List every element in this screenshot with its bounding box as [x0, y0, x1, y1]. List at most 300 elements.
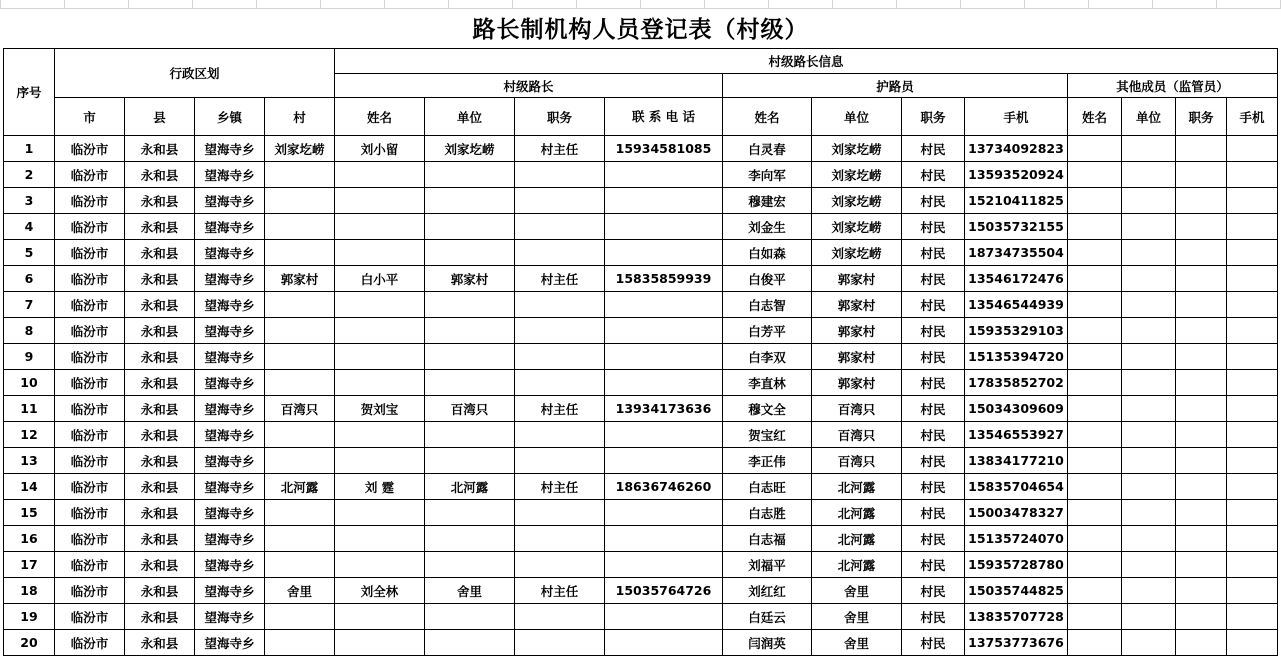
- cell-chief-phone[interactable]: [605, 188, 723, 214]
- cell-other-phone[interactable]: [1227, 448, 1278, 474]
- cell-other-phone[interactable]: [1227, 240, 1278, 266]
- cell-seq[interactable]: 2: [4, 162, 55, 188]
- cell-guard-post[interactable]: 村民: [902, 370, 965, 396]
- cell-guard-unit[interactable]: 郭家村: [812, 318, 902, 344]
- cell-chief-post[interactable]: [515, 188, 605, 214]
- cell-chief-phone[interactable]: [605, 604, 723, 630]
- cell-other-post[interactable]: [1176, 422, 1227, 448]
- cell-other-name[interactable]: [1068, 474, 1122, 500]
- cell-chief-name[interactable]: [335, 292, 425, 318]
- cell-town[interactable]: 望海寺乡: [195, 604, 265, 630]
- cell-other-name[interactable]: [1068, 604, 1122, 630]
- cell-chief-post[interactable]: [515, 240, 605, 266]
- cell-town[interactable]: 望海寺乡: [195, 500, 265, 526]
- cell-guard-name[interactable]: 白志智: [723, 292, 812, 318]
- cell-county[interactable]: 永和县: [125, 448, 195, 474]
- cell-other-name[interactable]: [1068, 370, 1122, 396]
- cell-other-post[interactable]: [1176, 370, 1227, 396]
- cell-county[interactable]: 永和县: [125, 630, 195, 656]
- cell-town[interactable]: 望海寺乡: [195, 578, 265, 604]
- cell-chief-post[interactable]: [515, 500, 605, 526]
- cell-guard-post[interactable]: 村民: [902, 500, 965, 526]
- cell-city[interactable]: 临汾市: [55, 344, 125, 370]
- col-header-other-post[interactable]: 职务: [1176, 98, 1227, 136]
- cell-other-name[interactable]: [1068, 422, 1122, 448]
- cell-guard-unit[interactable]: 舍里: [812, 630, 902, 656]
- col-header-city[interactable]: 市: [55, 98, 125, 136]
- cell-chief-unit[interactable]: [425, 370, 515, 396]
- cell-chief-name[interactable]: [335, 370, 425, 396]
- cell-other-name[interactable]: [1068, 526, 1122, 552]
- cell-chief-post[interactable]: [515, 552, 605, 578]
- cell-other-phone[interactable]: [1227, 526, 1278, 552]
- cell-guard-name[interactable]: 穆建宏: [723, 188, 812, 214]
- col-header-chief-name[interactable]: 姓名: [335, 98, 425, 136]
- cell-town[interactable]: 望海寺乡: [195, 448, 265, 474]
- cell-guard-phone[interactable]: 13734092823: [965, 136, 1068, 162]
- cell-guard-unit[interactable]: 百湾只: [812, 396, 902, 422]
- col-header-town[interactable]: 乡镇: [195, 98, 265, 136]
- cell-guard-unit[interactable]: 北河露: [812, 474, 902, 500]
- cell-village[interactable]: 郭家村: [265, 266, 335, 292]
- cell-other-phone[interactable]: [1227, 370, 1278, 396]
- cell-guard-name[interactable]: 刘红红: [723, 578, 812, 604]
- cell-guard-post[interactable]: 村民: [902, 604, 965, 630]
- cell-other-post[interactable]: [1176, 266, 1227, 292]
- cell-other-phone[interactable]: [1227, 474, 1278, 500]
- col-header-other-phone[interactable]: 手机: [1227, 98, 1278, 136]
- cell-guard-phone[interactable]: 15935329103: [965, 318, 1068, 344]
- cell-village[interactable]: 北河露: [265, 474, 335, 500]
- cell-county[interactable]: 永和县: [125, 318, 195, 344]
- cell-guard-name[interactable]: 穆文全: [723, 396, 812, 422]
- header-village-info[interactable]: 村级路长信息: [335, 49, 1278, 74]
- cell-town[interactable]: 望海寺乡: [195, 526, 265, 552]
- cell-seq[interactable]: 18: [4, 578, 55, 604]
- header-village-chief[interactable]: 村级路长: [335, 74, 723, 98]
- cell-guard-unit[interactable]: 刘家圪崂: [812, 240, 902, 266]
- cell-other-post[interactable]: [1176, 240, 1227, 266]
- cell-village[interactable]: [265, 604, 335, 630]
- cell-guard-phone[interactable]: 15003478327: [965, 500, 1068, 526]
- cell-city[interactable]: 临汾市: [55, 162, 125, 188]
- cell-chief-unit[interactable]: 北河露: [425, 474, 515, 500]
- cell-town[interactable]: 望海寺乡: [195, 344, 265, 370]
- cell-village[interactable]: [265, 188, 335, 214]
- cell-other-unit[interactable]: [1122, 578, 1176, 604]
- cell-guard-unit[interactable]: 郭家村: [812, 292, 902, 318]
- cell-guard-phone[interactable]: 17835852702: [965, 370, 1068, 396]
- cell-city[interactable]: 临汾市: [55, 318, 125, 344]
- cell-other-name[interactable]: [1068, 136, 1122, 162]
- cell-other-unit[interactable]: [1122, 396, 1176, 422]
- cell-guard-unit[interactable]: 北河露: [812, 526, 902, 552]
- cell-county[interactable]: 永和县: [125, 578, 195, 604]
- col-header-guard-unit[interactable]: 单位: [812, 98, 902, 136]
- cell-city[interactable]: 临汾市: [55, 370, 125, 396]
- cell-guard-unit[interactable]: 北河露: [812, 500, 902, 526]
- cell-chief-unit[interactable]: [425, 526, 515, 552]
- cell-town[interactable]: 望海寺乡: [195, 162, 265, 188]
- cell-other-post[interactable]: [1176, 630, 1227, 656]
- cell-chief-post[interactable]: [515, 292, 605, 318]
- cell-city[interactable]: 临汾市: [55, 552, 125, 578]
- cell-seq[interactable]: 9: [4, 344, 55, 370]
- cell-chief-unit[interactable]: [425, 630, 515, 656]
- cell-county[interactable]: 永和县: [125, 526, 195, 552]
- cell-guard-name[interactable]: 白灵春: [723, 136, 812, 162]
- cell-town[interactable]: 望海寺乡: [195, 630, 265, 656]
- cell-town[interactable]: 望海寺乡: [195, 214, 265, 240]
- cell-chief-name[interactable]: [335, 448, 425, 474]
- cell-county[interactable]: 永和县: [125, 552, 195, 578]
- cell-guard-unit[interactable]: 刘家圪崂: [812, 162, 902, 188]
- cell-city[interactable]: 临汾市: [55, 526, 125, 552]
- cell-village[interactable]: [265, 318, 335, 344]
- cell-guard-unit[interactable]: 郭家村: [812, 370, 902, 396]
- cell-seq[interactable]: 7: [4, 292, 55, 318]
- cell-guard-unit[interactable]: 百湾只: [812, 422, 902, 448]
- cell-guard-name[interactable]: 白俊平: [723, 266, 812, 292]
- cell-chief-post[interactable]: [515, 604, 605, 630]
- cell-county[interactable]: 永和县: [125, 162, 195, 188]
- cell-chief-unit[interactable]: [425, 214, 515, 240]
- cell-other-name[interactable]: [1068, 500, 1122, 526]
- cell-other-post[interactable]: [1176, 474, 1227, 500]
- cell-seq[interactable]: 17: [4, 552, 55, 578]
- cell-guard-phone[interactable]: 13835707728: [965, 604, 1068, 630]
- cell-village[interactable]: [265, 214, 335, 240]
- cell-other-post[interactable]: [1176, 578, 1227, 604]
- cell-guard-post[interactable]: 村民: [902, 630, 965, 656]
- cell-chief-name[interactable]: 刘全林: [335, 578, 425, 604]
- cell-chief-unit[interactable]: 舍里: [425, 578, 515, 604]
- cell-other-phone[interactable]: [1227, 604, 1278, 630]
- cell-town[interactable]: 望海寺乡: [195, 552, 265, 578]
- cell-other-unit[interactable]: [1122, 448, 1176, 474]
- col-header-chief-post[interactable]: 职务: [515, 98, 605, 136]
- cell-guard-phone[interactable]: 13834177210: [965, 448, 1068, 474]
- cell-guard-unit[interactable]: 舍里: [812, 578, 902, 604]
- cell-city[interactable]: 临汾市: [55, 396, 125, 422]
- cell-other-phone[interactable]: [1227, 396, 1278, 422]
- cell-guard-phone[interactable]: 18734735504: [965, 240, 1068, 266]
- cell-chief-name[interactable]: 刘小留: [335, 136, 425, 162]
- cell-chief-phone[interactable]: [605, 422, 723, 448]
- cell-guard-post[interactable]: 村民: [902, 266, 965, 292]
- cell-other-phone[interactable]: [1227, 422, 1278, 448]
- cell-chief-unit[interactable]: 刘家圪崂: [425, 136, 515, 162]
- cell-county[interactable]: 永和县: [125, 188, 195, 214]
- cell-guard-phone[interactable]: 15035732155: [965, 214, 1068, 240]
- cell-village[interactable]: [265, 526, 335, 552]
- cell-guard-name[interactable]: 白志胜: [723, 500, 812, 526]
- cell-chief-name[interactable]: 刘 霆: [335, 474, 425, 500]
- cell-chief-unit[interactable]: [425, 318, 515, 344]
- cell-seq[interactable]: 11: [4, 396, 55, 422]
- cell-seq[interactable]: 19: [4, 604, 55, 630]
- cell-guard-name[interactable]: 白芳平: [723, 318, 812, 344]
- cell-other-unit[interactable]: [1122, 630, 1176, 656]
- cell-village[interactable]: [265, 292, 335, 318]
- cell-chief-phone[interactable]: [605, 162, 723, 188]
- cell-chief-phone[interactable]: [605, 214, 723, 240]
- cell-guard-unit[interactable]: 百湾只: [812, 448, 902, 474]
- cell-chief-phone[interactable]: 15035764726: [605, 578, 723, 604]
- cell-town[interactable]: 望海寺乡: [195, 396, 265, 422]
- cell-guard-phone[interactable]: 15835704654: [965, 474, 1068, 500]
- cell-chief-phone[interactable]: 13934173636: [605, 396, 723, 422]
- cell-other-post[interactable]: [1176, 526, 1227, 552]
- cell-other-post[interactable]: [1176, 500, 1227, 526]
- cell-chief-post[interactable]: [515, 344, 605, 370]
- cell-town[interactable]: 望海寺乡: [195, 266, 265, 292]
- cell-guard-phone[interactable]: 13546172476: [965, 266, 1068, 292]
- cell-chief-post[interactable]: 村主任: [515, 474, 605, 500]
- cell-chief-name[interactable]: [335, 630, 425, 656]
- cell-chief-unit[interactable]: [425, 188, 515, 214]
- cell-guard-name[interactable]: 李直林: [723, 370, 812, 396]
- cell-village[interactable]: [265, 552, 335, 578]
- cell-chief-unit[interactable]: [425, 292, 515, 318]
- cell-town[interactable]: 望海寺乡: [195, 474, 265, 500]
- cell-guard-phone[interactable]: 15135724070: [965, 526, 1068, 552]
- cell-chief-phone[interactable]: [605, 318, 723, 344]
- cell-guard-unit[interactable]: 郭家村: [812, 344, 902, 370]
- col-header-village[interactable]: 村: [265, 98, 335, 136]
- cell-other-name[interactable]: [1068, 448, 1122, 474]
- cell-other-post[interactable]: [1176, 344, 1227, 370]
- cell-seq[interactable]: 1: [4, 136, 55, 162]
- cell-other-name[interactable]: [1068, 240, 1122, 266]
- cell-other-post[interactable]: [1176, 162, 1227, 188]
- cell-town[interactable]: 望海寺乡: [195, 292, 265, 318]
- cell-town[interactable]: 望海寺乡: [195, 188, 265, 214]
- cell-guard-post[interactable]: 村民: [902, 162, 965, 188]
- cell-other-post[interactable]: [1176, 448, 1227, 474]
- cell-chief-phone[interactable]: [605, 500, 723, 526]
- cell-county[interactable]: 永和县: [125, 370, 195, 396]
- cell-city[interactable]: 临汾市: [55, 604, 125, 630]
- cell-other-unit[interactable]: [1122, 552, 1176, 578]
- cell-guard-name[interactable]: 贺宝红: [723, 422, 812, 448]
- header-road-guard[interactable]: 护路员: [723, 74, 1068, 98]
- cell-city[interactable]: 临汾市: [55, 630, 125, 656]
- cell-guard-unit[interactable]: 郭家村: [812, 266, 902, 292]
- cell-guard-name[interactable]: 白志福: [723, 526, 812, 552]
- cell-chief-phone[interactable]: [605, 292, 723, 318]
- cell-other-phone[interactable]: [1227, 344, 1278, 370]
- cell-village[interactable]: [265, 448, 335, 474]
- cell-chief-phone[interactable]: [605, 526, 723, 552]
- cell-guard-phone[interactable]: 13546544939: [965, 292, 1068, 318]
- cell-guard-post[interactable]: 村民: [902, 240, 965, 266]
- cell-other-unit[interactable]: [1122, 604, 1176, 630]
- cell-other-name[interactable]: [1068, 552, 1122, 578]
- cell-other-post[interactable]: [1176, 292, 1227, 318]
- cell-chief-unit[interactable]: [425, 500, 515, 526]
- cell-other-name[interactable]: [1068, 344, 1122, 370]
- cell-village[interactable]: [265, 422, 335, 448]
- cell-seq[interactable]: 10: [4, 370, 55, 396]
- cell-chief-name[interactable]: [335, 526, 425, 552]
- cell-guard-name[interactable]: 刘福平: [723, 552, 812, 578]
- cell-guard-post[interactable]: 村民: [902, 214, 965, 240]
- cell-other-post[interactable]: [1176, 136, 1227, 162]
- cell-guard-unit[interactable]: 刘家圪崂: [812, 214, 902, 240]
- cell-guard-post[interactable]: 村民: [902, 422, 965, 448]
- cell-other-phone[interactable]: [1227, 266, 1278, 292]
- cell-other-phone[interactable]: [1227, 136, 1278, 162]
- cell-other-unit[interactable]: [1122, 526, 1176, 552]
- col-header-chief-phone[interactable]: 联 系 电 话: [605, 98, 723, 136]
- cell-seq[interactable]: 3: [4, 188, 55, 214]
- cell-guard-post[interactable]: 村民: [902, 396, 965, 422]
- cell-guard-name[interactable]: 白志旺: [723, 474, 812, 500]
- col-header-guard-phone[interactable]: 手机: [965, 98, 1068, 136]
- cell-city[interactable]: 临汾市: [55, 214, 125, 240]
- cell-village[interactable]: [265, 162, 335, 188]
- cell-other-unit[interactable]: [1122, 214, 1176, 240]
- cell-other-post[interactable]: [1176, 318, 1227, 344]
- cell-city[interactable]: 临汾市: [55, 292, 125, 318]
- cell-county[interactable]: 永和县: [125, 422, 195, 448]
- cell-city[interactable]: 临汾市: [55, 240, 125, 266]
- cell-seq[interactable]: 6: [4, 266, 55, 292]
- cell-other-name[interactable]: [1068, 578, 1122, 604]
- cell-chief-post[interactable]: [515, 526, 605, 552]
- cell-county[interactable]: 永和县: [125, 214, 195, 240]
- cell-other-name[interactable]: [1068, 188, 1122, 214]
- cell-guard-post[interactable]: 村民: [902, 136, 965, 162]
- cell-chief-post[interactable]: [515, 630, 605, 656]
- cell-chief-phone[interactable]: 15835859939: [605, 266, 723, 292]
- cell-other-phone[interactable]: [1227, 552, 1278, 578]
- cell-other-unit[interactable]: [1122, 344, 1176, 370]
- cell-chief-name[interactable]: 贺刘宝: [335, 396, 425, 422]
- cell-village[interactable]: [265, 344, 335, 370]
- cell-other-phone[interactable]: [1227, 214, 1278, 240]
- cell-guard-post[interactable]: 村民: [902, 474, 965, 500]
- header-admin-region[interactable]: 行政区划: [55, 49, 335, 98]
- cell-guard-post[interactable]: 村民: [902, 552, 965, 578]
- cell-chief-phone[interactable]: [605, 344, 723, 370]
- cell-other-unit[interactable]: [1122, 318, 1176, 344]
- cell-other-phone[interactable]: [1227, 188, 1278, 214]
- cell-chief-post[interactable]: [515, 448, 605, 474]
- cell-other-unit[interactable]: [1122, 136, 1176, 162]
- cell-seq[interactable]: 5: [4, 240, 55, 266]
- cell-other-name[interactable]: [1068, 162, 1122, 188]
- cell-city[interactable]: 临汾市: [55, 448, 125, 474]
- cell-other-unit[interactable]: [1122, 162, 1176, 188]
- cell-city[interactable]: 临汾市: [55, 578, 125, 604]
- cell-chief-post[interactable]: [515, 422, 605, 448]
- cell-guard-unit[interactable]: 舍里: [812, 604, 902, 630]
- cell-other-unit[interactable]: [1122, 266, 1176, 292]
- cell-chief-unit[interactable]: [425, 604, 515, 630]
- cell-town[interactable]: 望海寺乡: [195, 318, 265, 344]
- cell-seq[interactable]: 20: [4, 630, 55, 656]
- cell-guard-post[interactable]: 村民: [902, 188, 965, 214]
- cell-chief-name[interactable]: [335, 422, 425, 448]
- cell-county[interactable]: 永和县: [125, 500, 195, 526]
- cell-chief-phone[interactable]: [605, 370, 723, 396]
- cell-village[interactable]: [265, 370, 335, 396]
- cell-guard-post[interactable]: 村民: [902, 526, 965, 552]
- cell-chief-unit[interactable]: [425, 448, 515, 474]
- cell-other-name[interactable]: [1068, 396, 1122, 422]
- cell-other-post[interactable]: [1176, 214, 1227, 240]
- col-header-county[interactable]: 县: [125, 98, 195, 136]
- cell-other-unit[interactable]: [1122, 422, 1176, 448]
- cell-chief-post[interactable]: 村主任: [515, 578, 605, 604]
- cell-guard-post[interactable]: 村民: [902, 292, 965, 318]
- cell-guard-unit[interactable]: 北河露: [812, 552, 902, 578]
- cell-other-name[interactable]: [1068, 266, 1122, 292]
- cell-seq[interactable]: 13: [4, 448, 55, 474]
- cell-chief-post[interactable]: [515, 162, 605, 188]
- cell-other-phone[interactable]: [1227, 292, 1278, 318]
- cell-chief-name[interactable]: [335, 604, 425, 630]
- cell-chief-unit[interactable]: 百湾只: [425, 396, 515, 422]
- cell-guard-post[interactable]: 村民: [902, 448, 965, 474]
- cell-other-post[interactable]: [1176, 396, 1227, 422]
- cell-other-name[interactable]: [1068, 318, 1122, 344]
- cell-guard-phone[interactable]: 15135394720: [965, 344, 1068, 370]
- col-header-chief-unit[interactable]: 单位: [425, 98, 515, 136]
- cell-village[interactable]: 舍里: [265, 578, 335, 604]
- cell-guard-name[interactable]: 白廷云: [723, 604, 812, 630]
- cell-other-phone[interactable]: [1227, 318, 1278, 344]
- cell-other-phone[interactable]: [1227, 630, 1278, 656]
- cell-guard-unit[interactable]: 刘家圪崂: [812, 188, 902, 214]
- cell-other-post[interactable]: [1176, 604, 1227, 630]
- cell-chief-phone[interactable]: [605, 552, 723, 578]
- cell-county[interactable]: 永和县: [125, 136, 195, 162]
- cell-chief-name[interactable]: [335, 318, 425, 344]
- cell-chief-phone[interactable]: 18636746260: [605, 474, 723, 500]
- col-header-guard-post[interactable]: 职务: [902, 98, 965, 136]
- cell-chief-phone[interactable]: [605, 630, 723, 656]
- header-others[interactable]: 其他成员（监管员）: [1068, 74, 1278, 98]
- cell-chief-post[interactable]: [515, 214, 605, 240]
- cell-guard-unit[interactable]: 刘家圪崂: [812, 136, 902, 162]
- col-header-other-name[interactable]: 姓名: [1068, 98, 1122, 136]
- cell-county[interactable]: 永和县: [125, 474, 195, 500]
- cell-other-post[interactable]: [1176, 188, 1227, 214]
- cell-seq[interactable]: 8: [4, 318, 55, 344]
- cell-town[interactable]: 望海寺乡: [195, 422, 265, 448]
- cell-county[interactable]: 永和县: [125, 396, 195, 422]
- cell-guard-phone[interactable]: 13753773676: [965, 630, 1068, 656]
- cell-other-phone[interactable]: [1227, 578, 1278, 604]
- cell-guard-phone[interactable]: 15935728780: [965, 552, 1068, 578]
- cell-chief-name[interactable]: 白小平: [335, 266, 425, 292]
- col-header-guard-name[interactable]: 姓名: [723, 98, 812, 136]
- cell-chief-phone[interactable]: [605, 240, 723, 266]
- cell-village[interactable]: 刘家圪崂: [265, 136, 335, 162]
- cell-other-unit[interactable]: [1122, 292, 1176, 318]
- cell-chief-unit[interactable]: 郭家村: [425, 266, 515, 292]
- cell-village[interactable]: [265, 240, 335, 266]
- cell-chief-name[interactable]: [335, 344, 425, 370]
- cell-town[interactable]: 望海寺乡: [195, 370, 265, 396]
- cell-county[interactable]: 永和县: [125, 266, 195, 292]
- cell-chief-phone[interactable]: [605, 448, 723, 474]
- cell-guard-phone[interactable]: 15034309609: [965, 396, 1068, 422]
- cell-other-unit[interactable]: [1122, 370, 1176, 396]
